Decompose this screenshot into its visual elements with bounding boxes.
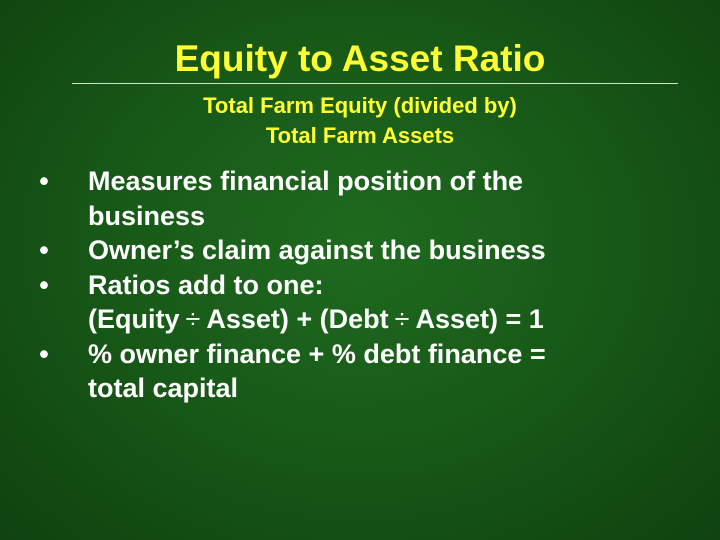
bullet-text: Measures financial position of the <box>88 166 524 196</box>
bullet-item <box>32 337 702 406</box>
bullet-text: total capital <box>88 373 239 403</box>
bullet-text: Owner’s claim against the business <box>88 235 546 265</box>
bullet-text: % owner finance + % debt finance = <box>88 338 546 369</box>
ratio-formula <box>88 302 702 337</box>
bullet-text: Ratios add to one: <box>88 269 324 300</box>
formula-part: Asset) = 1 <box>415 304 544 334</box>
divide-icon: ÷ <box>185 304 201 334</box>
divide-icon: ÷ <box>394 304 410 334</box>
title-divider <box>72 83 678 84</box>
bullet-list <box>32 164 702 406</box>
bullet-marker: • <box>39 235 49 265</box>
subtitle-line: Total Farm Equity (divided by) <box>203 93 517 118</box>
formula-part: Asset) + (Debt <box>206 304 389 334</box>
bullet-item <box>32 268 702 337</box>
slide-title: Equity to Asset Ratio <box>174 38 546 79</box>
bullet-marker: • <box>39 338 49 369</box>
slide-subtitle <box>0 91 720 151</box>
formula-part: (Equity <box>88 304 180 334</box>
bullet-marker: • <box>39 269 49 300</box>
bullet-text: business <box>88 200 206 231</box>
bullet-item <box>32 233 702 268</box>
bullet-marker: • <box>39 166 49 196</box>
subtitle-line: Total Farm Assets <box>265 123 455 148</box>
bullet-item <box>32 164 702 233</box>
